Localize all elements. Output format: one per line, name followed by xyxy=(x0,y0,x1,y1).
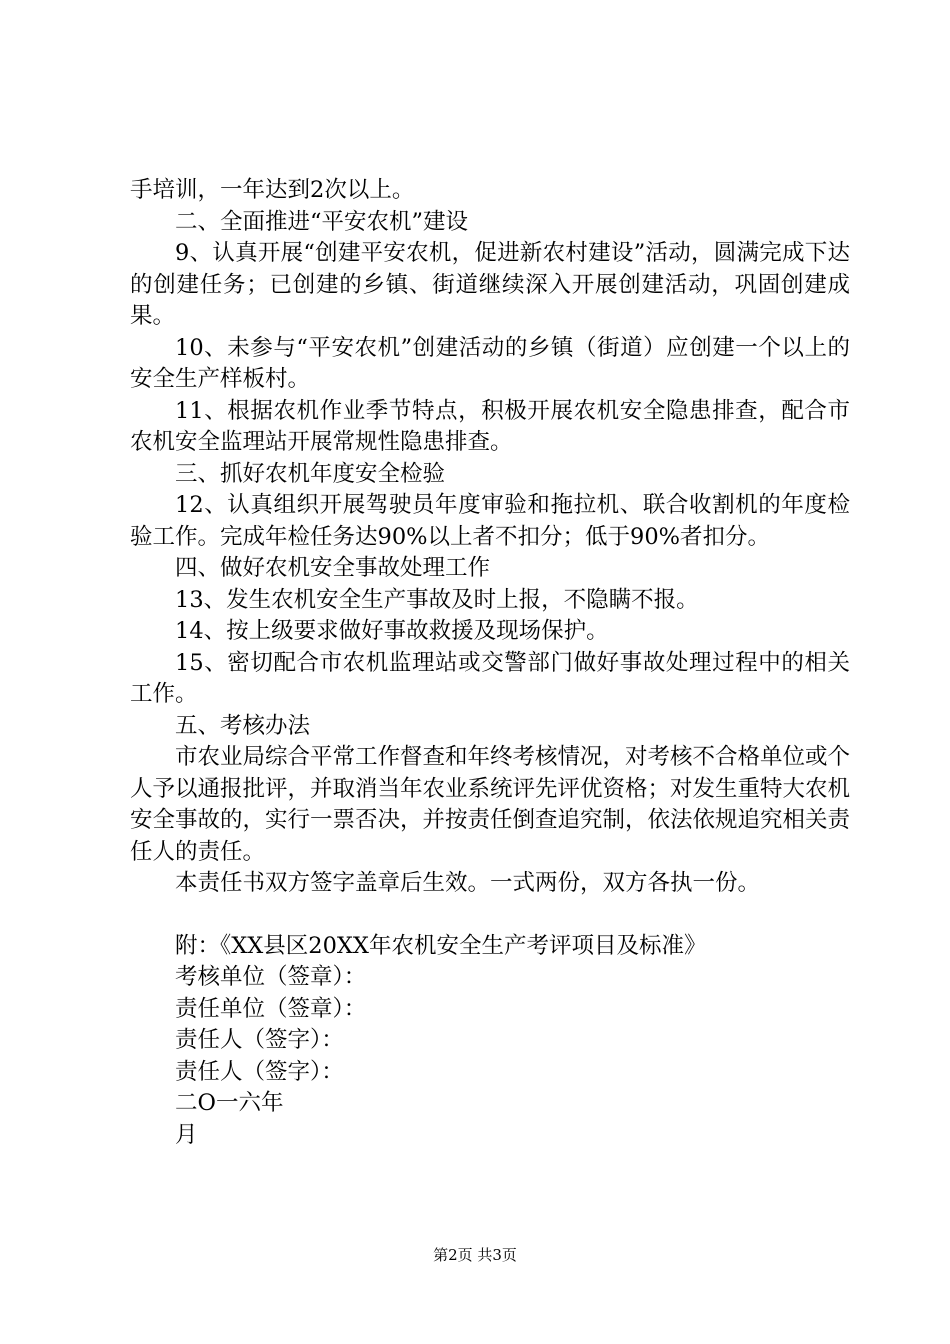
attachment-line: 附：《XX县区20XX年农机安全生产考评项目及标准》 xyxy=(175,932,707,959)
signature-block xyxy=(130,931,850,1152)
item-14: 14、按上级要求做好事故救援及现场保护。 xyxy=(175,618,609,644)
effectiveness-paragraph: 本责任书双方签字盖章后生效。一式两份，双方各执一份。 xyxy=(175,870,761,896)
item-11: 11、根据农机作业季节特点，积极开展农机安全隐患排查，配合市农机安全监理站开展常规性隐患排查。 xyxy=(130,397,850,455)
item-13: 13、发生农机安全生产事故及时上报，不隐瞒不报。 xyxy=(175,586,699,613)
page-number: 第2页 共3页 xyxy=(433,1246,517,1264)
section-heading-2: 二、全面推进“平安农机”建设 xyxy=(175,208,469,235)
year-line: 二O一六年 xyxy=(175,1090,284,1116)
assessment-method-paragraph: 市农业局综合平常工作督查和年终考核情况，对考核不合格单位或个人予以通报批评，并取消当年农业系统评先评优资格；对发生重特大农机安全事故的，实行一票否决，并按责任倒查追究制，依法依规追究相关责任人的责任。 xyxy=(130,744,851,865)
paragraph-continuation: 手培训，一年达到2次以上。 xyxy=(130,177,415,203)
document-body xyxy=(130,175,850,1151)
item-15: 15、密切配合市农机监理站或交警部门做好事故处理过程中的相关工作。 xyxy=(130,649,850,707)
responsible-person-line-1: 责任人（签字）： xyxy=(175,1027,344,1053)
responsible-unit-line: 责任单位（签章）： xyxy=(175,995,367,1022)
item-12: 12、认真组织开展驾驶员年度审验和拖拉机、联合收割机的年度检验工作。完成年检任务达90%以上者不扣分；低于90%者扣分。 xyxy=(130,492,850,550)
item-10: 10、未参与“平安农机”创建活动的乡镇（街道）应创建一个以上的安全生产样板村。 xyxy=(130,334,850,392)
month-line: 月 xyxy=(175,1121,198,1148)
section-heading-3: 三、抓好农机年度安全检验 xyxy=(175,460,446,487)
responsible-person-line-2: 责任人（签字）： xyxy=(175,1058,344,1085)
spacer xyxy=(130,900,850,931)
section-heading-4: 四、做好农机安全事故处理工作 xyxy=(175,555,491,581)
section-heading-5: 五、考核办法 xyxy=(175,712,311,739)
assessing-unit-line: 考核单位（签章）： xyxy=(175,964,367,990)
item-9: 9、认真开展“创建平安农机，促进新农村建设”活动，圆满完成下达的创建任务；已创建的乡镇、街道继续深入开展创建活动，巩固创建成果。 xyxy=(130,240,850,329)
